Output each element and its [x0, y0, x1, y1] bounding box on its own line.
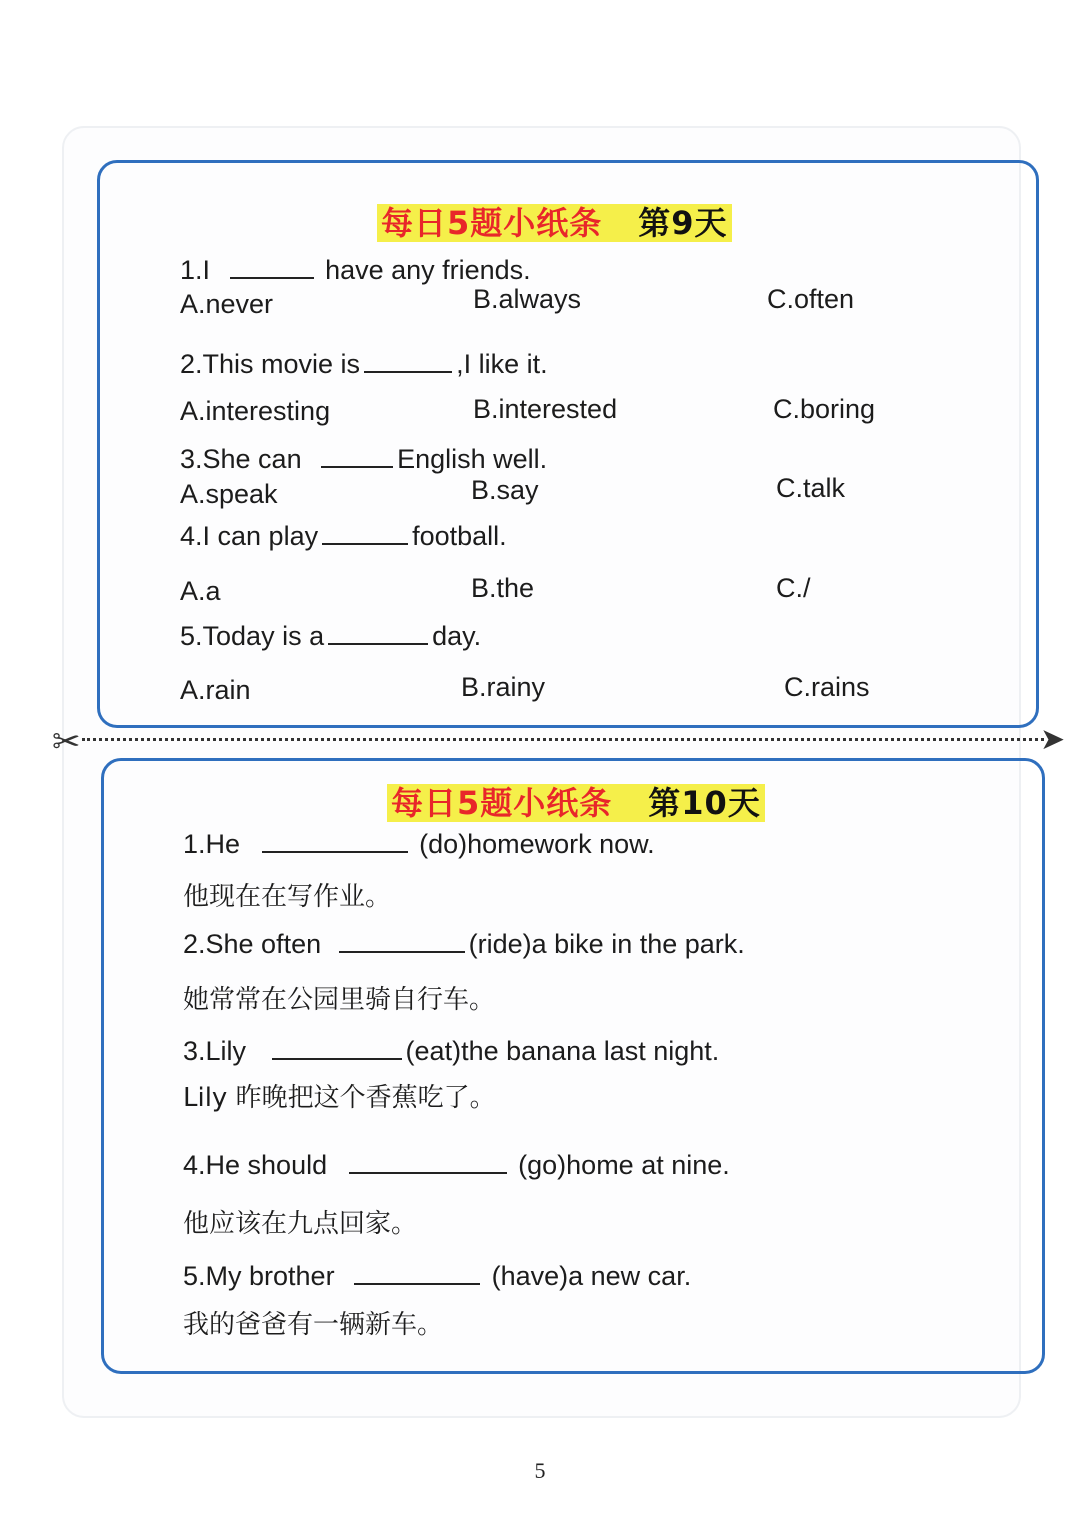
day9-q3: 3.She can English well. [180, 444, 548, 474]
day9-q5: 5.Today is a day. [180, 621, 482, 651]
day9-q4: 4.I can play football. [180, 521, 507, 551]
day10-title-main: 每日5题小纸条 [391, 784, 613, 822]
day10-q3-translation: Lily 昨晚把这个香蕉吃了。 [183, 1083, 496, 1113]
day9-title-main: 每日5题小纸条 [381, 204, 603, 242]
day10-q4: 4.He should (go)home at nine. [183, 1150, 730, 1180]
day9-q4-option-a[interactable]: A.a [180, 576, 221, 606]
answer-blank[interactable] [262, 850, 408, 853]
arrow-right-icon: ➤ [1040, 723, 1066, 756]
answer-blank[interactable] [230, 276, 314, 279]
day9-q1: 1.I have any friends. [180, 255, 531, 285]
answer-blank[interactable] [349, 1171, 507, 1174]
day9-title [377, 198, 732, 244]
day10-q2: 2.She often (ride)a bike in the park. [183, 929, 745, 959]
answer-blank[interactable] [328, 642, 428, 645]
day9-q1-option-b[interactable]: B.always [473, 284, 582, 314]
answer-blank[interactable] [364, 370, 452, 373]
day9-q3-option-a[interactable]: A.speak [180, 479, 278, 509]
day9-q2-option-c[interactable]: C.boring [773, 394, 876, 424]
answer-blank[interactable] [354, 1282, 480, 1285]
day9-q5-option-a[interactable]: A.rain [180, 675, 251, 705]
day9-q2-option-b[interactable]: B.interested [473, 394, 618, 424]
day10-q4-translation: 他应该在九点回家。 [183, 1209, 418, 1239]
answer-blank[interactable] [272, 1057, 402, 1060]
day9-q1-option-a[interactable]: A.never [180, 289, 274, 319]
day9-title-day: 第9天 [638, 204, 728, 242]
day10-title-day: 第10天 [648, 784, 761, 822]
day10-q5-translation: 我的爸爸有一辆新车。 [183, 1310, 444, 1340]
day9-q3-option-b[interactable]: B.say [471, 475, 539, 505]
cut-line [82, 738, 1044, 741]
page-number: 5 [534, 1458, 546, 1483]
day9-q3-option-c[interactable]: C.talk [776, 473, 846, 503]
day9-q5-option-b[interactable]: B.rainy [461, 672, 546, 702]
answer-blank[interactable] [339, 950, 465, 953]
day10-q5: 5.My brother (have)a new car. [183, 1261, 692, 1291]
answer-blank[interactable] [322, 542, 408, 545]
day10-q3: 3.Lily (eat)the banana last night. [183, 1036, 720, 1066]
day10-title [387, 778, 765, 824]
day9-q5-option-c[interactable]: C.rains [784, 672, 870, 702]
day9-q4-option-c[interactable]: C./ [776, 573, 811, 603]
day9-q2: 2.This movie is ,I like it. [180, 349, 548, 379]
day10-q2-translation: 她常常在公园里骑自行车。 [183, 985, 496, 1015]
day10-q1: 1.He (do)homework now. [183, 829, 655, 859]
answer-blank[interactable] [321, 465, 393, 468]
day9-q2-option-a[interactable]: A.interesting [180, 396, 331, 426]
day10-q1-translation: 他现在在写作业。 [183, 882, 392, 912]
day9-q1-option-c[interactable]: C.often [767, 284, 855, 314]
day9-q4-option-b[interactable]: B.the [471, 573, 535, 603]
scissors-icon: ✂ [52, 723, 81, 761]
